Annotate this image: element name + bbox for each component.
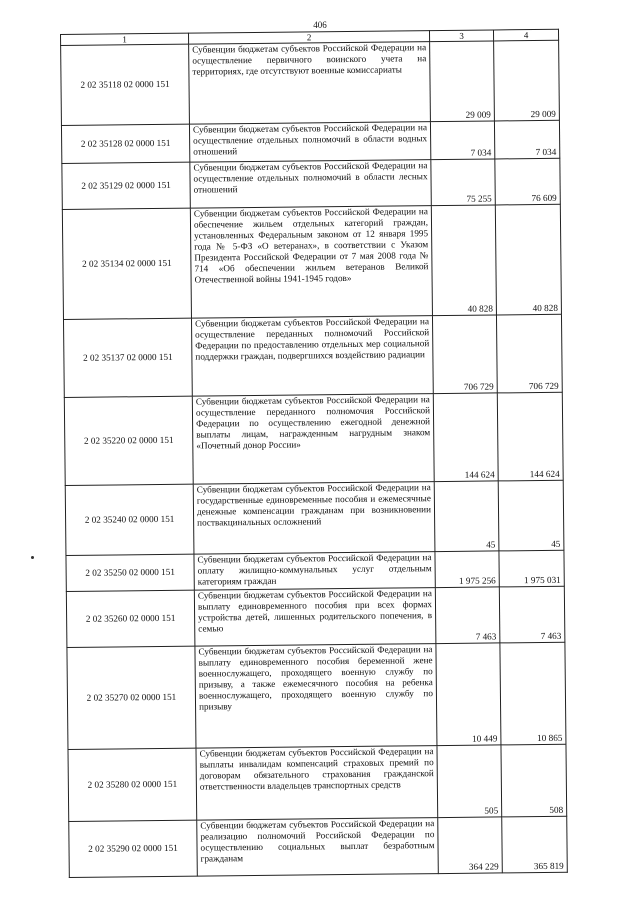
description: Субвенции бюджетам субъектов Российской Федерации на выплату единовременного пособия беременной жене военнослужащего, проходящего военную службу по призыву, а также ежемесячного пособия на ребенка военнослужащего, проходящего военную службу по призыву xyxy=(195,644,437,749)
description: Субвенции бюджетам субъектов Российской Федерации на реализацию полномочий Российской Федерации по осуществлению социальных выплат безработным гражданам xyxy=(197,818,439,877)
budget-code: 2 02 35220 02 0000 151 xyxy=(64,396,193,485)
amount-col4: 508 xyxy=(501,744,567,817)
budget-code: 2 02 35128 02 0000 151 xyxy=(61,124,189,163)
amount-col4: 365 819 xyxy=(502,816,568,873)
budget-code: 2 02 35134 02 0000 151 xyxy=(62,208,191,319)
table-row xyxy=(63,314,562,397)
amount-col4: 76 609 xyxy=(495,158,560,205)
budget-code: 2 02 35270 02 0000 151 xyxy=(67,646,196,749)
amount-col4: 1 975 031 xyxy=(499,550,564,587)
description: Субвенции бюджетам субъектов Российской Федерации на осуществление отдельных полномочий в области водных отношений xyxy=(189,122,430,163)
table-row xyxy=(65,480,564,555)
budget-code: 2 02 35240 02 0000 151 xyxy=(65,484,194,555)
amount-col4: 706 729 xyxy=(496,314,562,393)
amount-col3: 29 009 xyxy=(430,41,495,122)
amount-col4: 144 624 xyxy=(497,392,563,481)
table-row xyxy=(62,158,560,209)
amount-col4: 29 009 xyxy=(494,40,560,121)
amount-col3: 364 229 xyxy=(438,817,503,874)
column-header-4: 4 xyxy=(493,29,558,41)
amount-col3: 144 624 xyxy=(433,393,498,482)
amount-col3: 706 729 xyxy=(432,315,497,394)
budget-code: 2 02 35129 02 0000 151 xyxy=(62,162,190,209)
column-header-1: 1 xyxy=(61,33,189,45)
amount-col4: 40 828 xyxy=(495,204,561,315)
table-row xyxy=(66,586,565,647)
description: Субвенции бюджетам субъектов Российской Федерации на обеспечение жильем отдельных категорий граждан, установленных Федеральным законом от 12 января 1995 года № 5-ФЗ «О ветеранах», в соответствии с Указом Президента Российской Федерации от 7 мая 2008 года № 714 «Об обеспечении жильем ветеранов Великой Отечественной войны 1941-1945 годов» xyxy=(190,206,432,319)
table-row xyxy=(61,120,559,163)
amount-col4: 45 xyxy=(498,480,564,551)
table-row xyxy=(69,816,568,877)
amount-col3: 7 463 xyxy=(435,587,500,644)
amount-col4: 7 034 xyxy=(494,120,559,159)
description: Субвенции бюджетам субъектов Российской Федерации на осуществление переданного полномочия Российской Федерации по осуществлению ежегодной денежной выплаты лицам, награжденным нагрудным знаком «Почетный донор России» xyxy=(192,394,434,485)
description: Субвенции бюджетам субъектов Российской Федерации на выплату единовременного пособия при всех формах устройства детей, лишенных родительского попечения, в семью xyxy=(194,588,436,647)
description: Субвенции бюджетам субъектов Российской Федерации на государственные единовременные пособия и ежемесячные денежные компенсации гражданам при возникновении поствакцинальных осложнений xyxy=(193,482,435,555)
description: Субвенции бюджетам субъектов Российской Федерации на осуществление первичного воинского учета на территориях, где отсутствуют военные комиссариаты xyxy=(189,42,431,125)
page-number: 406 xyxy=(313,20,327,30)
budget-code: 2 02 35137 02 0000 151 xyxy=(63,318,192,397)
scan-speck xyxy=(31,556,34,559)
budget-code: 2 02 35280 02 0000 151 xyxy=(68,748,197,821)
table-row xyxy=(68,744,567,821)
description: Субвенции бюджетам субъектов Российской Федерации на осуществление переданных полномочий Российской Федерации по предоставлению отдельных мер социальной поддержки граждан, подвергшихся воздействию радиации xyxy=(191,316,433,397)
amount-col3: 1 975 256 xyxy=(435,551,499,588)
table-row xyxy=(67,642,566,749)
description: Субвенции бюджетам субъектов Российской Федерации на оплату жилищно-коммунальных услуг отдельным категориям граждан xyxy=(194,552,435,591)
table-row xyxy=(66,550,564,591)
amount-col3: 75 255 xyxy=(431,159,495,206)
amount-col4: 7 463 xyxy=(499,586,565,643)
description: Субвенции бюджетам субъектов Российской Федерации на выплаты инвалидам компенсаций страховых премий по договорам обязательного страхования гражданской ответственности владельцев транспортных средств xyxy=(196,746,438,821)
amount-col3: 10 449 xyxy=(436,643,501,746)
amount-col3: 505 xyxy=(437,745,502,818)
amount-col3: 45 xyxy=(434,481,499,552)
description: Субвенции бюджетам субъектов Российской Федерации на осуществление отдельных полномочий в области лесных отношений xyxy=(190,160,431,209)
amount-col3: 7 034 xyxy=(430,121,494,160)
budget-code: 2 02 35290 02 0000 151 xyxy=(69,820,198,877)
amount-col3: 40 828 xyxy=(431,205,496,316)
table-row xyxy=(61,40,560,125)
budget-code: 2 02 35118 02 0000 151 xyxy=(61,44,190,125)
column-header-3: 3 xyxy=(429,30,493,42)
budget-code: 2 02 35250 02 0000 151 xyxy=(66,554,194,591)
table-row xyxy=(64,392,563,485)
table-row xyxy=(62,204,561,319)
budget-table xyxy=(60,29,568,878)
budget-code: 2 02 35260 02 0000 151 xyxy=(66,590,195,647)
amount-col4: 10 865 xyxy=(500,642,566,745)
column-header-2: 2 xyxy=(188,31,429,45)
